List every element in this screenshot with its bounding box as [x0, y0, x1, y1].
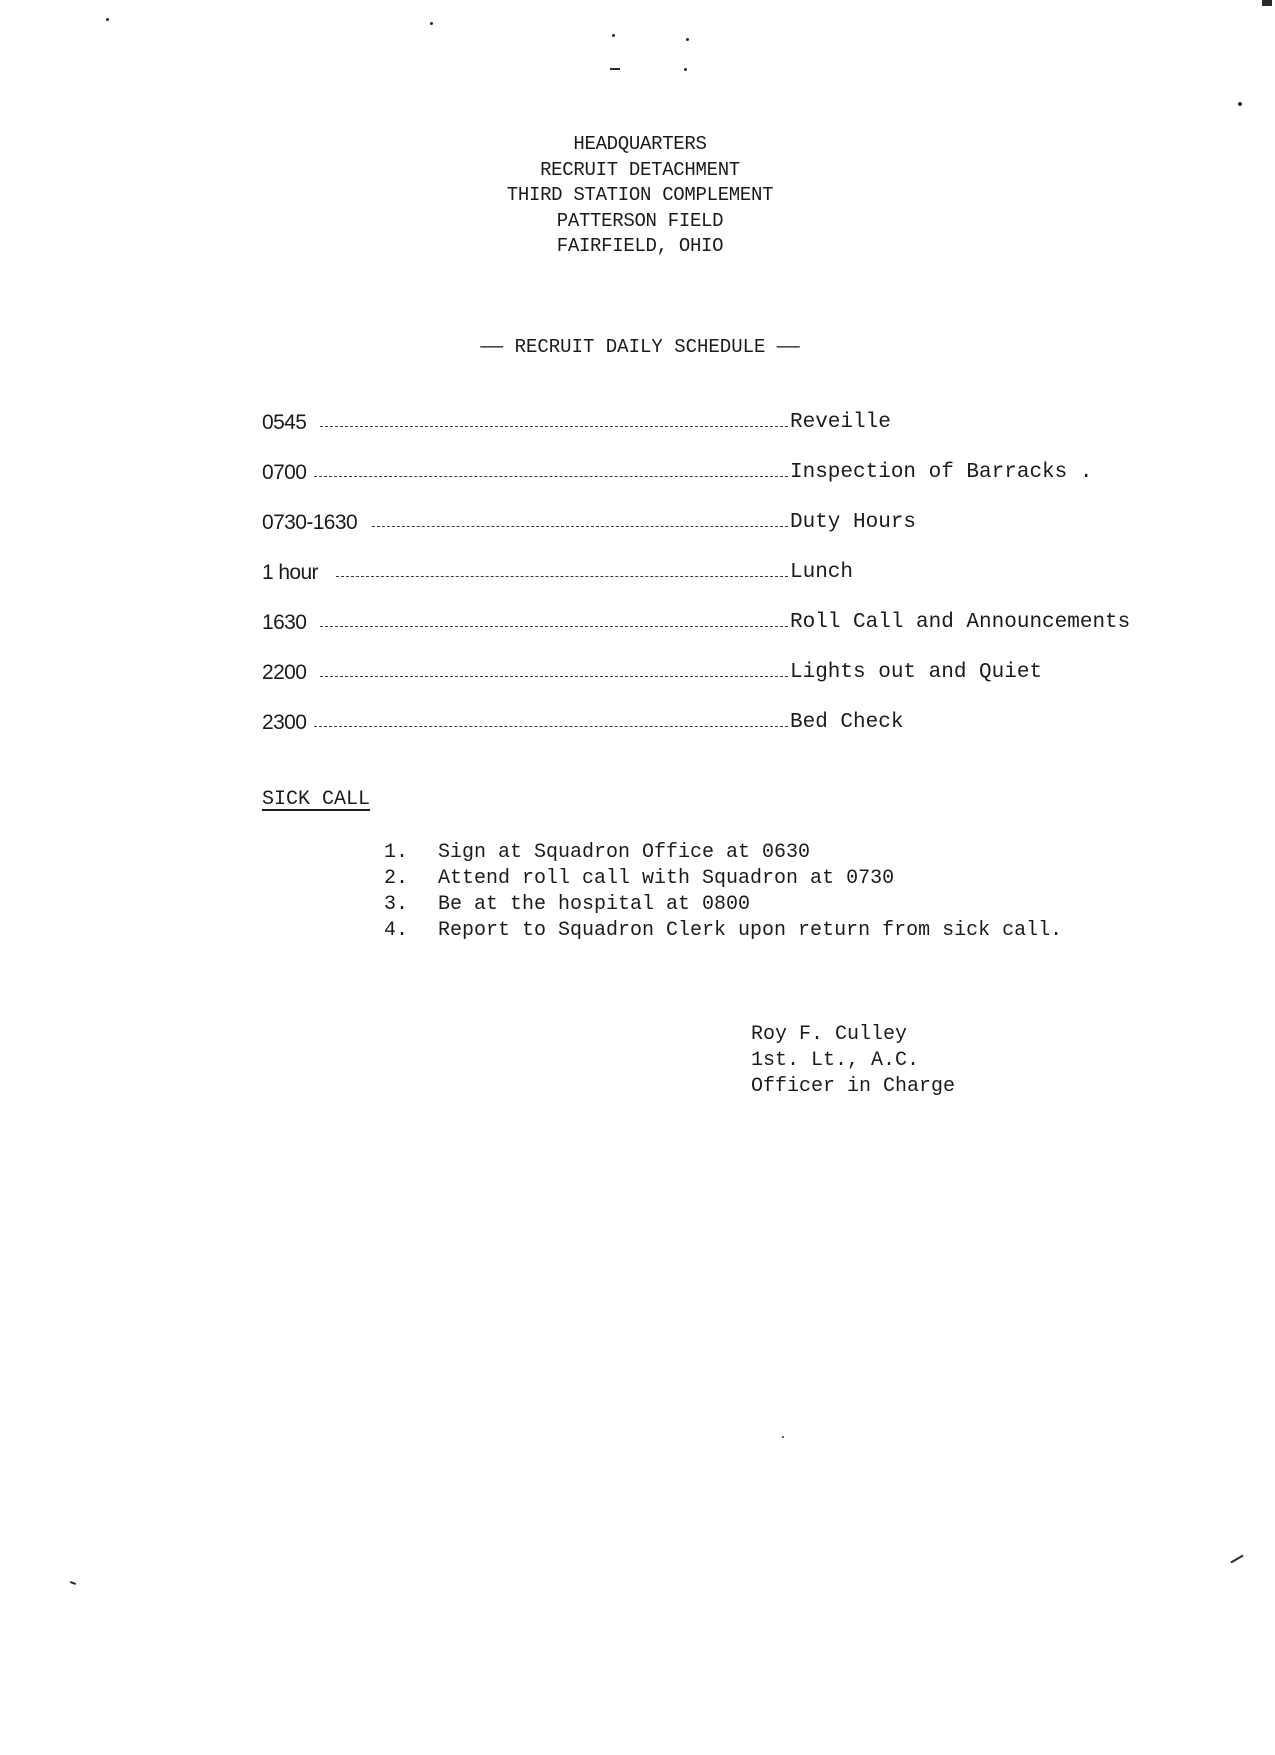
scan-speck — [610, 68, 620, 70]
scan-speck — [782, 1436, 784, 1438]
schedule-activity: Roll Call and Announcements — [790, 611, 1131, 634]
schedule-time: 0700 — [262, 461, 307, 484]
scan-speck — [1230, 1555, 1243, 1564]
signer-name: Roy F. Culley — [751, 1023, 908, 1046]
schedule-activity: Bed Check — [790, 711, 904, 734]
sick-call-heading: SICK CALL — [262, 788, 371, 811]
list-item-number: 4. — [384, 919, 409, 942]
dotted-leader — [320, 426, 788, 427]
list-item-number: 2. — [384, 867, 409, 890]
list-item-number: 1. — [384, 841, 409, 864]
scan-speck — [70, 1581, 76, 1585]
scan-speck — [106, 18, 109, 21]
schedule-activity: Duty Hours — [790, 511, 917, 534]
schedule-activity: Inspection of Barracks . — [790, 461, 1093, 484]
list-item-number: 3. — [384, 893, 409, 916]
schedule-time: 2300 — [262, 711, 307, 734]
list-item-text: Be at the hospital at 0800 — [438, 893, 751, 916]
schedule-activity: Reveille — [790, 411, 891, 434]
scan-speck — [686, 38, 689, 41]
signer-title: Officer in Charge — [751, 1075, 956, 1098]
letterhead-line-5: FAIRFIELD, OHIO — [556, 235, 724, 257]
list-item-text: Attend roll call with Squadron at 0730 — [438, 867, 895, 890]
scan-speck — [1238, 102, 1242, 106]
letterhead-line-4: PATTERSON FIELD — [556, 209, 724, 232]
scan-speck — [612, 34, 615, 37]
dotted-leader — [314, 476, 788, 477]
dotted-leader — [372, 526, 788, 527]
scan-speck — [1262, 0, 1272, 6]
letterhead-line-3: THIRD STATION COMPLEMENT — [506, 184, 774, 206]
scan-speck — [430, 22, 433, 25]
letterhead — [440, 132, 840, 260]
schedule-time: 0730-1630 — [262, 511, 358, 534]
dotted-leader — [336, 576, 788, 577]
letterhead-line-2: RECRUIT DETACHMENT — [540, 158, 740, 181]
dotted-leader — [314, 726, 788, 727]
dotted-leader — [320, 626, 788, 627]
schedule-activity: Lunch — [790, 561, 854, 584]
schedule-activity: Lights out and Quiet — [790, 661, 1043, 684]
schedule-time: 2200 — [262, 661, 307, 684]
dotted-leader — [320, 676, 788, 677]
letterhead-line-1: HEADQUARTERS — [573, 133, 707, 155]
signature-block — [751, 1022, 955, 1100]
list-item-text: Sign at Squadron Office at 0630 — [438, 841, 811, 864]
schedule-title: —— RECRUIT DAILY SCHEDULE —— — [480, 336, 800, 358]
list-item-text: Report to Squadron Clerk upon return from sick call. — [438, 919, 1063, 942]
schedule-time: 1 hour — [262, 561, 318, 584]
scan-speck — [684, 68, 687, 71]
schedule-time: 0545 — [262, 411, 307, 434]
signer-rank: 1st. Lt., A.C. — [751, 1049, 920, 1072]
schedule-time: 1630 — [262, 611, 307, 634]
